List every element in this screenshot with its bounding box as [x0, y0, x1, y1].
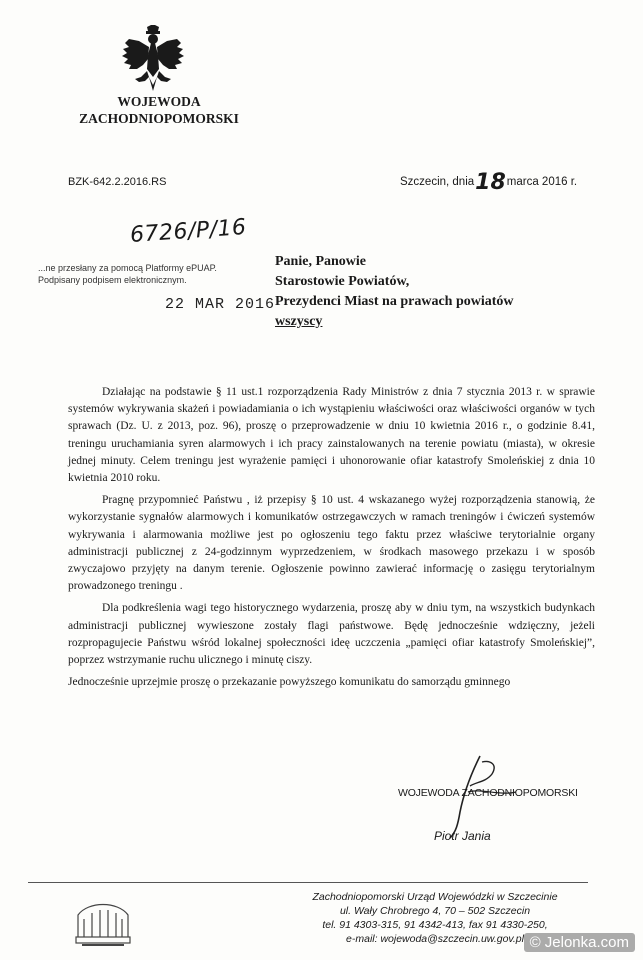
date-day-handwritten: 18	[475, 170, 506, 195]
epuap-note	[38, 262, 217, 286]
body-paragraph-1: Działając na podstawie § 11 ust.1 rozporządzenia Rady Ministrów z dnia 7 stycznia 2013 r. w sprawie systemów wykrywania skażeń i powiadamiania o ich wystąpieniu właściwości oraz właściwości organów w tych sprawach (Dz. U. z 2013, poz. 96), proszę o przeprowadzenie w dniu 10 kwietnia 2016 r., o godzinie 8.41, treningu uruchamiania syren alarmowych i ich pracy zainstalowanych na terenie powiatu (miasta), w okresie jednej minuty. Celem treningu jest wyrażenie pamięci i uhonorowanie ofiar katastrofy Smoleńskiej z dnia 10 kwietnia 2010 roku.	[68, 386, 595, 485]
office-line-1: WOJEWODA	[117, 94, 201, 109]
handwritten-register-number: 6726/P/16	[129, 214, 248, 249]
signatory-title: WOJEWODA ZACHODNIOPOMORSKI	[398, 787, 578, 799]
addressee-line-2: Starostowie Powiatów,	[275, 274, 410, 289]
letter-body	[68, 384, 595, 696]
body-paragraph-4: Jednocześnie uprzejmie proszę o przekazanie powyższego komunikatu do samorządu gminnego	[68, 676, 511, 689]
polish-eagle-icon	[121, 25, 185, 93]
date-suffix: marca 2016 r.	[506, 176, 578, 188]
footer-email[interactable]: e-mail: wojewoda@szczecin.uw.gov.pl	[346, 933, 524, 945]
addressee-line-3: Prezydenci Miast na prawach powiatów	[275, 294, 514, 309]
epuap-line-1: ...ne przesłany za pomocą Platformy ePUAP.	[38, 263, 217, 273]
footer-line-1: Zachodniopomorski Urząd Wojewódzki w Szczecinie	[312, 891, 558, 903]
office-contact-footer	[310, 890, 560, 946]
footer-line-2: ul. Wały Chrobrego 4, 70 – 502 Szczecin	[339, 905, 531, 917]
addressee-line-4: wszyscy	[275, 314, 323, 329]
epuap-line-2: Podpisany podpisem elektronicznym.	[38, 275, 187, 285]
date-prefix: Szczecin, dnia	[400, 176, 475, 188]
office-line-2: ZACHODNIOPOMORSKI	[79, 111, 239, 126]
body-paragraph-2: Pragnę przypomnieć Państwu , iż przepisy § 10 ust. 4 wskazanego wyżej rozporządzenia stanowią, że wykorzystanie sygnałów alarmowych i komunikatów ostrzegawczych w ramach treningów i ćwiczeń systemów wykrywania i alarmowania możliwe jest po ogłoszeniu tego faktu przez właściwe terytorialnie organy administracji publicznej z 24-godzinnym wyprzedzeniem, w środkach masowego przekazu i w sposób zwyczajowo przyjęty na danym terenie. Ogłoszenie powinno zawierać informację o zasięgu terytorialnym prowadzonego treningu .	[68, 494, 595, 593]
addressee-block	[275, 252, 514, 332]
footer-divider	[28, 882, 588, 883]
reference-number: BZK-642.2.2016.RS	[68, 176, 167, 188]
issuer-office	[74, 93, 244, 127]
letter-date	[400, 166, 578, 195]
addressee-line-1: Panie, Panowie	[275, 254, 366, 269]
jelonka-watermark: © Jelonka.com	[524, 933, 635, 952]
office-building-icon	[74, 893, 132, 949]
body-paragraph-3: Dla podkreślenia wagi tego historycznego wydarzenia, proszę aby w dniu tym, na wszystkich budynkach administracji publicznej wywieszone zostały flagi państwowe. Będę jednocześnie wdzięczny, jeżeli rozpropagujecie Państwu wśród lokalnej społeczności ideę uczczenia „pamięci ofiar katastrofy Smoleńskiej”, poprzez wstrzymanie ruchu ulicznego i minutę ciszy.	[68, 602, 595, 667]
footer-line-3: tel. 91 4303-315, 91 4342-413, fax 91 4330-250,	[322, 919, 548, 931]
signatory-name: Piotr Jania	[434, 829, 491, 843]
received-date-stamp: 22 MAR 2016	[165, 296, 276, 313]
